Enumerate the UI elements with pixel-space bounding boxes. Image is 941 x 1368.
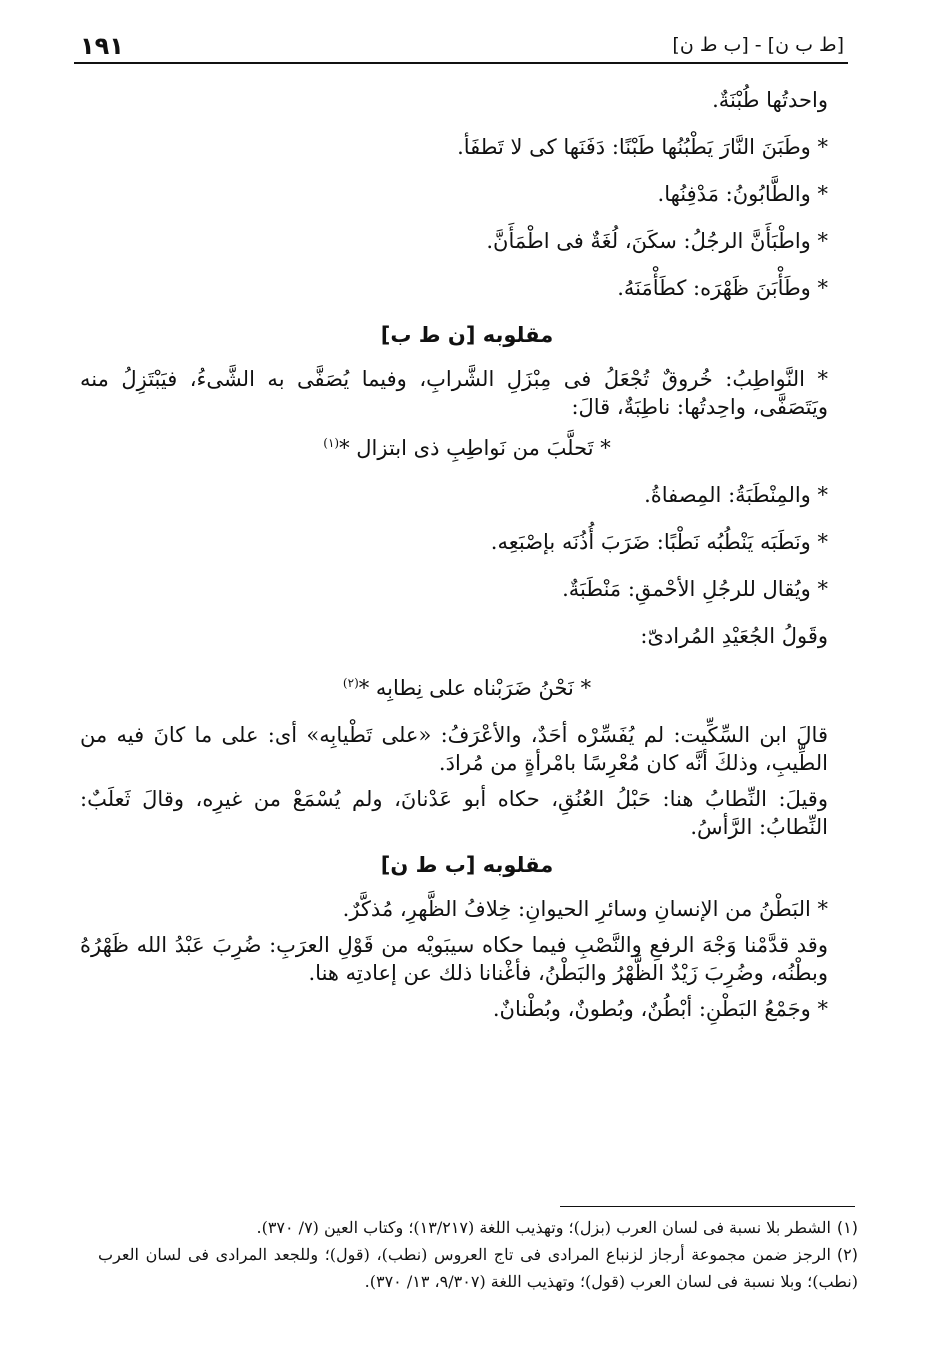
footnotes bbox=[98, 1214, 858, 1295]
paragraph: * وجَمْعُ البَطْنِ: أبْطُنٌ، وبُطونٌ، وبُطْنانٌ. bbox=[492, 997, 828, 1021]
footnote-ref: (١) bbox=[323, 436, 340, 450]
paragraph: * البَطْنُ من الإنسانِ وسائرِ الحيوانِ: خِلافُ الظَّهرِ، مُذكَّرٌ. bbox=[342, 897, 828, 921]
footnote bbox=[98, 1214, 858, 1241]
paragraph: وقد قدَّمْنا وَجْهَ الرفعِ والنَّصْبِ فيما حكاه سيبَويْه من قَوْلِ العرَبِ: ضُرِبَ عَبْدُ الله ظَهْرُهُ وبطْنُه، وضُرِبَ زَيْدٌ الظَّهْرُ والبَطْنُ، فأغْنانا ذلك عن إعادتِه هنا. bbox=[80, 933, 828, 985]
paragraph: * والطَّابُونُ: مَدْفِنُها. bbox=[657, 182, 828, 206]
paragraph: * النَّواطِبُ: خُروقٌ تُجْعَلُ فى مِبْزَلِ الشَّرابِ، وفيما يُصَفَّى به الشَّىءُ، فيَبْتَزِلُ منه ويَتَصَفَّى، واحِدتُها: ناطِبَةٌ، قالَ: bbox=[80, 367, 828, 419]
paragraph: * وطَأْبَنَ ظَهْرَه: كطَأْمَنَهُ. bbox=[617, 276, 828, 300]
footnote-ref: (٢) bbox=[342, 676, 359, 690]
page-header bbox=[74, 28, 848, 64]
page-number: ١٩١ bbox=[80, 32, 124, 60]
paragraph: وقيلَ: النِّطابُ هنا: حَبْلُ العُنُقِ، حكاه أبو عَدْنانَ، ولم يُسْمَعْ من غيرِه، وقالَ ثَعلَبٌ: النِّطابُ: الرَّأسُ. bbox=[80, 787, 828, 839]
verse-text: * نَحْنُ ضَرَبْناه على نِطابِه * bbox=[358, 676, 592, 700]
paragraph: * والمِنْطَبَةُ: المِصفاةُ. bbox=[644, 483, 828, 507]
footnote-divider bbox=[560, 1206, 855, 1207]
footnote-number: (١) bbox=[836, 1218, 858, 1237]
footnote bbox=[98, 1241, 858, 1295]
footnote-number: (٢) bbox=[836, 1245, 858, 1264]
paragraph: * ويُقال للرجُلِ الأحْمقِ: مَنْطَبَةٌ. bbox=[562, 577, 828, 601]
section-heading-ntb: مقلوبه [ن ط ب] bbox=[380, 323, 554, 347]
paragraph: وقَولُ الجُعَيْدِ المُرادىّ: bbox=[640, 624, 828, 648]
verse-line bbox=[80, 669, 854, 702]
section-heading-btn: مقلوبه [ب ط ن] bbox=[380, 853, 554, 877]
running-head: [ط ب ن] - [ب ط ن] bbox=[672, 34, 844, 56]
footnote-text: الرجز ضمن مجموعة أرجاز لزنباع المرادى فى تاج العروس (نطب)، (قول)؛ وللجعد المرادى فى لسان العرب (نطب)؛ وبلا نسبة فى لسان العرب (قول)؛ وتهذيب اللغة (٩/٣٠٧، ١٣/ ٣٧٠). bbox=[98, 1245, 858, 1291]
footnote-text: الشطر بلا نسبة فى لسان العرب (بزل)؛ وتهذيب اللغة (١٣/٢١٧)؛ وكتاب العين (٧/ ٣٧٠). bbox=[256, 1218, 831, 1237]
paragraph: واحدتُها طُبْنَةٌ. bbox=[712, 88, 828, 112]
main-text bbox=[80, 86, 854, 1042]
paragraph: * وطَبَنَ النَّارَ يَطْبُنُها طَبْنًا: دَفَنَها كى لا تَطفَأ. bbox=[457, 135, 828, 159]
paragraph: * واطْبَأَنَّ الرجُلُ: سكَنَ، لُغَةٌ فى اطْمَأَنَّ. bbox=[486, 229, 828, 253]
paragraph: * ونَطَبَه يَنْطُبُه نَطْبًا: ضَرَبَ أُذُنَه بإصْبَعِه. bbox=[490, 530, 828, 554]
paragraph: قالَ ابن السِّكِّيت: لم يُفَسِّرْه أحَدٌ، والأعْرَفُ: «على تَطْيابِه» أى: على ما كانَ فيه من الطِّيبِ، وذلكَ أنَّه كان مُعْرِسًا بامْرأةٍ من مُرادَ. bbox=[80, 723, 828, 775]
verse-text: * تَحلَّبَ من نَواطِبِ ذى ابتزال * bbox=[339, 436, 611, 460]
verse-line bbox=[80, 429, 854, 462]
